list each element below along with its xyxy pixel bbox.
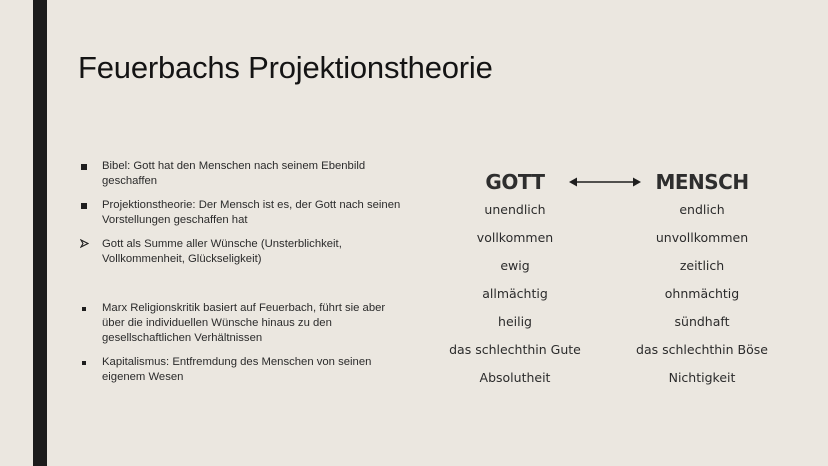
mensch-attribute: Nichtigkeit bbox=[668, 370, 736, 385]
bullet-text: Marx Religionskritik basiert auf Feuerbach, führt sie aber über die individuellen Wünsche hinaus zu den gesellschaftlichen Verhältnissen bbox=[102, 302, 386, 344]
mensch-column bbox=[627, 168, 777, 392]
square-bullet-icon bbox=[78, 198, 90, 213]
gott-attribute: das schlechthin Gute bbox=[449, 342, 581, 357]
slide-title: Feuerbachs Projektionstheorie bbox=[78, 50, 493, 85]
bullet-text: Gott als Summe aller Wünsche (Unsterblichkeit, Vollkommenheit, Glückseligkeit) bbox=[102, 238, 342, 265]
gott-attribute: heilig bbox=[498, 314, 532, 329]
gott-heading: GOTT bbox=[485, 170, 545, 194]
bullet-text: Kapitalismus: Entfremdung des Menschen von seinen eigenem Wesen bbox=[102, 356, 372, 383]
mensch-attribute: unvollkommen bbox=[655, 230, 749, 245]
mensch-attribute: zeitlich bbox=[679, 258, 725, 273]
bullet-item bbox=[78, 159, 408, 189]
accent-bar bbox=[33, 0, 47, 466]
bullet-text: Projektionstheorie: Der Mensch ist es, der Gott nach seinen Vorstellungen geschaffen hat bbox=[102, 199, 401, 226]
mensch-attribute: ohnmächtig bbox=[664, 286, 740, 301]
gott-attribute: Absolutheit bbox=[479, 370, 551, 385]
bullet-text: Bibel: Gott hat den Menschen nach seinem Ebenbild geschaffen bbox=[102, 160, 366, 187]
mensch-attribute: das schlechthin Böse bbox=[636, 342, 768, 357]
small-square-bullet-icon bbox=[78, 355, 90, 370]
small-square-bullet-icon bbox=[78, 301, 90, 316]
gott-column bbox=[440, 168, 590, 392]
gott-attribute: ewig bbox=[500, 258, 530, 273]
gott-attribute: unendlich bbox=[484, 202, 546, 217]
gott-attribute: vollkommen bbox=[476, 230, 554, 245]
bullet-item bbox=[78, 301, 408, 346]
gott-attribute: allmächtig bbox=[482, 286, 548, 301]
mensch-attribute: endlich bbox=[679, 202, 725, 217]
bullet-item bbox=[78, 198, 408, 228]
bullet-item bbox=[78, 237, 408, 267]
bullet-list bbox=[78, 159, 408, 385]
arrowhead-bullet-icon bbox=[78, 237, 90, 252]
mensch-attribute: sündhaft bbox=[674, 314, 730, 329]
mensch-heading: MENSCH bbox=[655, 170, 749, 194]
square-bullet-icon bbox=[78, 159, 90, 174]
bullet-item bbox=[78, 355, 408, 385]
